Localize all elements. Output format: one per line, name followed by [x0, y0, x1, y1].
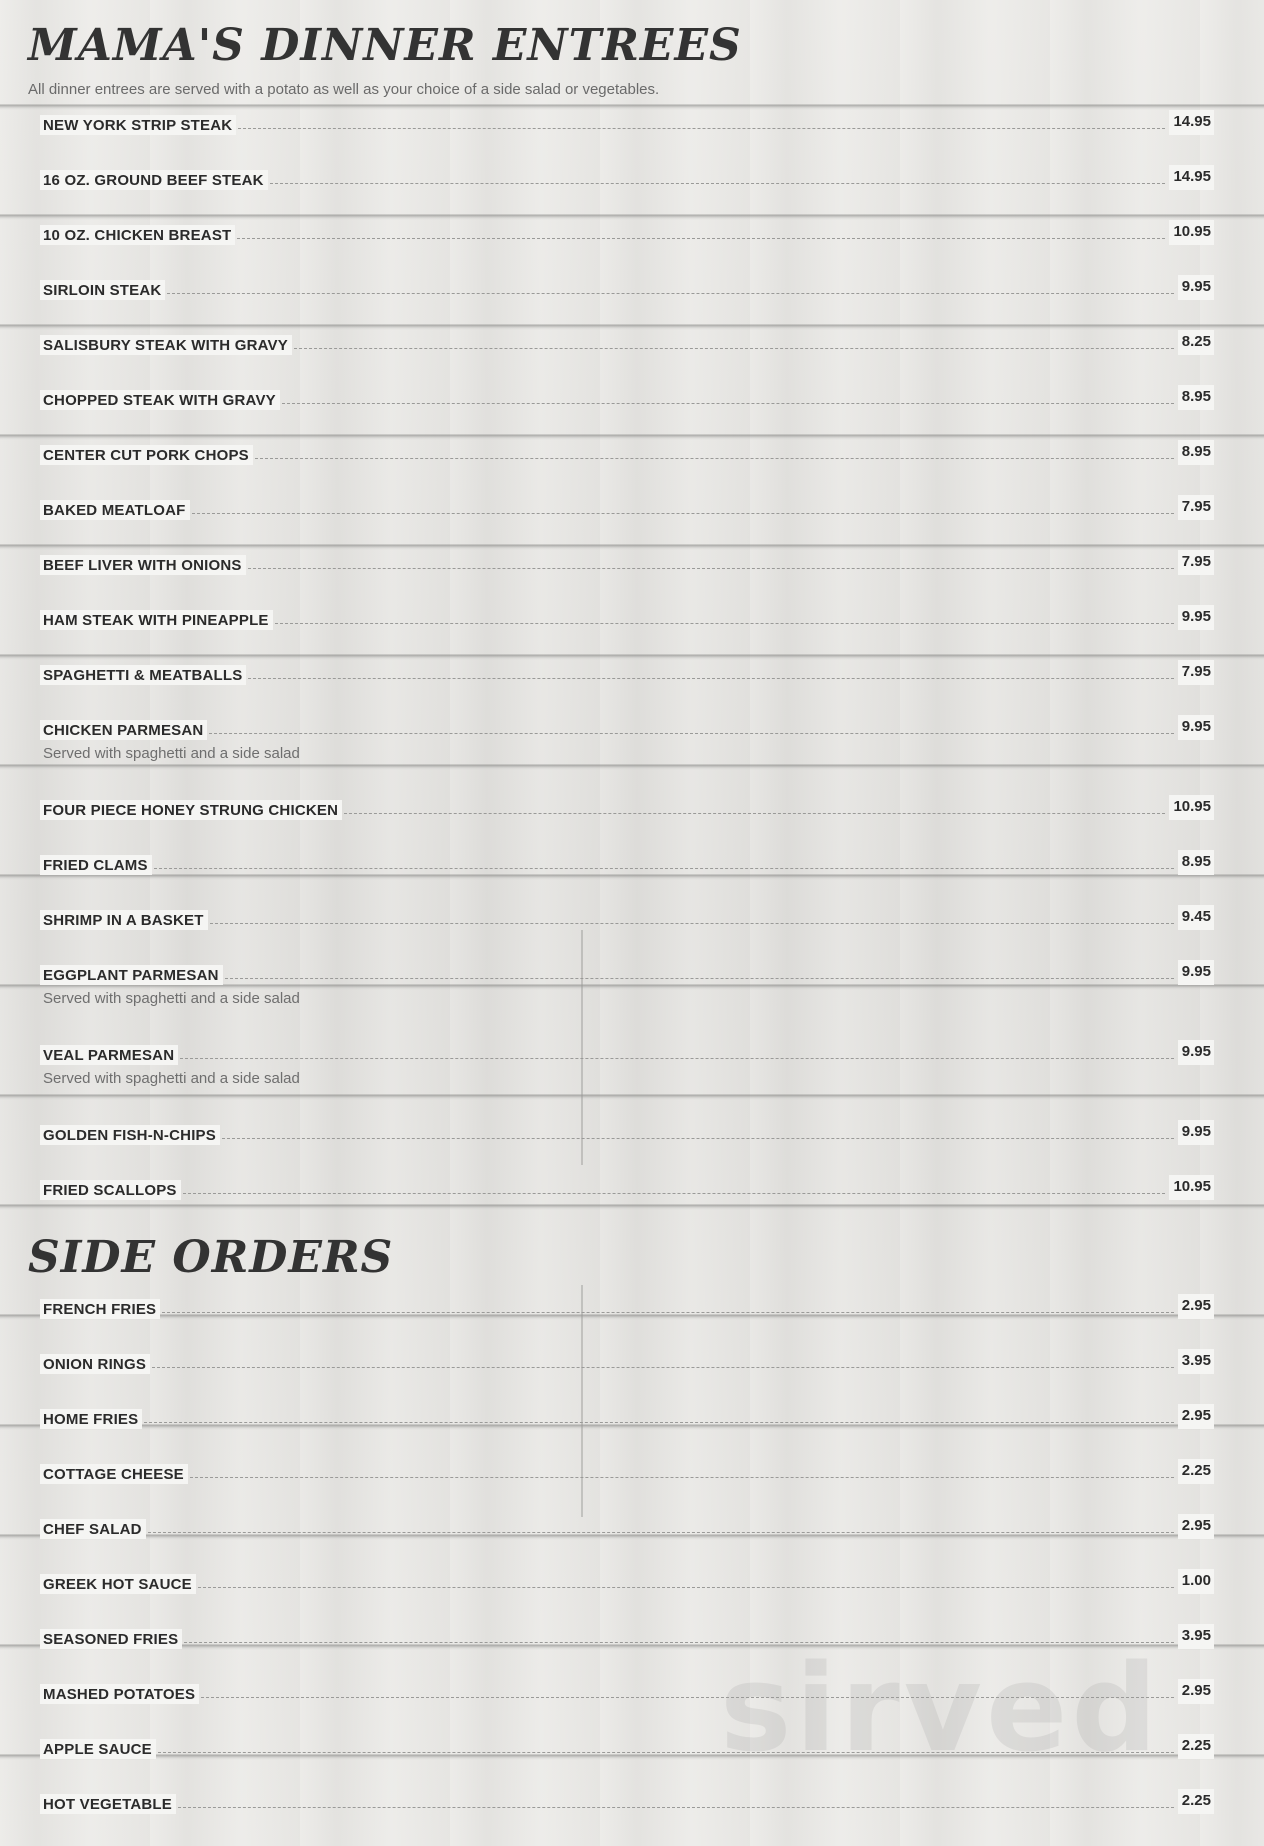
- menu-item: [40, 960, 1214, 1007]
- menu-item-row: [40, 1040, 1214, 1065]
- menu-item: [40, 495, 1214, 520]
- menu-item-row: [40, 220, 1214, 245]
- menu-item: [40, 220, 1214, 245]
- menu-item: [40, 1734, 1214, 1759]
- menu-item-row: [40, 715, 1214, 740]
- menu-item-name: APPLE SAUCE: [40, 1739, 156, 1759]
- leader-dots: [201, 1697, 1174, 1698]
- menu-item: [40, 905, 1214, 930]
- menu-item-name: BEEF LIVER WITH ONIONS: [40, 555, 246, 575]
- menu-item-row: [40, 960, 1214, 985]
- menu-item-row: [40, 1624, 1214, 1649]
- menu-item-name: HOME FRIES: [40, 1409, 142, 1429]
- leader-dots: [275, 623, 1174, 624]
- menu-item-row: [40, 1294, 1214, 1319]
- menu-item-price: 14.95: [1169, 165, 1214, 190]
- leader-dots: [190, 1477, 1174, 1478]
- menu-item-price: 1.00: [1178, 1569, 1214, 1594]
- menu-item: [40, 550, 1214, 575]
- menu-item-price: 9.45: [1178, 905, 1214, 930]
- menu-item: [40, 1679, 1214, 1704]
- menu-item-name: FRIED CLAMS: [40, 855, 152, 875]
- menu-item-price: 7.95: [1178, 550, 1214, 575]
- menu-item: [40, 275, 1214, 300]
- watermark: sirved: [720, 1640, 1162, 1779]
- menu-item-price: 9.95: [1178, 1040, 1214, 1065]
- menu-item-price: 3.95: [1178, 1624, 1214, 1649]
- menu-item-row: [40, 440, 1214, 465]
- leader-dots: [238, 128, 1165, 129]
- menu-item-price: 9.95: [1178, 275, 1214, 300]
- menu-item-description: Served with spaghetti and a side salad: [43, 745, 300, 762]
- menu-item-name: NEW YORK STRIP STEAK: [40, 115, 236, 135]
- menu-item-name: SEASONED FRIES: [40, 1629, 182, 1649]
- leader-dots: [248, 678, 1173, 679]
- menu-item-description: Served with spaghetti and a side salad: [43, 1070, 300, 1087]
- menu-item: [40, 660, 1214, 685]
- menu-item-row: [40, 1120, 1214, 1145]
- menu-item-name: SIRLOIN STEAK: [40, 280, 165, 300]
- leader-dots: [225, 978, 1174, 979]
- menu-item-row: [40, 110, 1214, 135]
- menu-item-name: BAKED MEATLOAF: [40, 500, 190, 520]
- menu-item-row: [40, 165, 1214, 190]
- menu-item-price: 8.95: [1178, 385, 1214, 410]
- menu-item-name: GREEK HOT SAUCE: [40, 1574, 196, 1594]
- menu-item-price: 2.95: [1178, 1679, 1214, 1704]
- menu-item: [40, 1349, 1214, 1374]
- menu-item: [40, 1175, 1214, 1200]
- menu-item-row: [40, 1175, 1214, 1200]
- menu-item-row: [40, 1459, 1214, 1484]
- leader-dots: [270, 183, 1166, 184]
- menu-item-row: [40, 495, 1214, 520]
- menu-item-name: 16 OZ. GROUND BEEF STEAK: [40, 170, 268, 190]
- menu-item-row: [40, 1734, 1214, 1759]
- menu-item: [40, 1459, 1214, 1484]
- menu-item-row: [40, 905, 1214, 930]
- menu-item: [40, 385, 1214, 410]
- menu-item: [40, 715, 1214, 762]
- menu-item-name: CHOPPED STEAK WITH GRAVY: [40, 390, 280, 410]
- menu-item-name: SHRIMP IN A BASKET: [40, 910, 208, 930]
- menu-item: [40, 1514, 1214, 1539]
- leader-dots: [180, 1058, 1174, 1059]
- menu-item: [40, 605, 1214, 630]
- sides-title: SIDE ORDERS: [28, 1232, 394, 1283]
- menu-item-name: CHICKEN PARMESAN: [40, 720, 207, 740]
- menu-item: [40, 110, 1214, 135]
- menu-item-name: FRIED SCALLOPS: [40, 1180, 181, 1200]
- menu-item-row: [40, 330, 1214, 355]
- menu-item: [40, 1040, 1214, 1087]
- menu-item: [40, 440, 1214, 465]
- menu-item-price: 10.95: [1169, 1175, 1214, 1200]
- leader-dots: [210, 923, 1174, 924]
- leader-dots: [162, 1312, 1174, 1313]
- menu-item: [40, 1569, 1214, 1594]
- menu-item-price: 10.95: [1169, 220, 1214, 245]
- leader-dots: [294, 348, 1174, 349]
- leader-dots: [167, 293, 1173, 294]
- entrees-subtitle: All dinner entrees are served with a potato as well as your choice of a side salad or vegetables.: [28, 81, 660, 98]
- menu-item: [40, 165, 1214, 190]
- menu-item-price: 9.95: [1178, 1120, 1214, 1145]
- menu-item-name: SPAGHETTI & MEATBALLS: [40, 665, 246, 685]
- menu-item-price: 2.95: [1178, 1514, 1214, 1539]
- menu-item-price: 2.95: [1178, 1404, 1214, 1429]
- menu-item-row: [40, 1679, 1214, 1704]
- menu-item-price: 3.95: [1178, 1349, 1214, 1374]
- leader-dots: [154, 868, 1174, 869]
- menu-item-row: [40, 850, 1214, 875]
- menu-item-price: 8.95: [1178, 440, 1214, 465]
- menu-item: [40, 1624, 1214, 1649]
- menu-item-row: [40, 605, 1214, 630]
- menu-item-name: CENTER CUT PORK CHOPS: [40, 445, 253, 465]
- menu-item-name: SALISBURY STEAK WITH GRAVY: [40, 335, 292, 355]
- menu-item-price: 2.25: [1178, 1789, 1214, 1814]
- menu-item-row: [40, 660, 1214, 685]
- menu-item: [40, 1120, 1214, 1145]
- menu-item-name: VEAL PARMESAN: [40, 1045, 178, 1065]
- menu-item-name: 10 OZ. CHICKEN BREAST: [40, 225, 235, 245]
- menu-item-name: GOLDEN FISH-N-CHIPS: [40, 1125, 220, 1145]
- leader-dots: [222, 1138, 1174, 1139]
- leader-dots: [158, 1752, 1174, 1753]
- menu-item: [40, 1294, 1214, 1319]
- menu-item-price: 8.95: [1178, 850, 1214, 875]
- menu-item-price: 10.95: [1169, 795, 1214, 820]
- menu-item: [40, 850, 1214, 875]
- menu-item: [40, 795, 1214, 820]
- menu-item: [40, 1789, 1214, 1814]
- menu-item-name: CHEF SALAD: [40, 1519, 146, 1539]
- menu-item: [40, 330, 1214, 355]
- menu-item-price: 7.95: [1178, 495, 1214, 520]
- menu-item-name: HAM STEAK WITH PINEAPPLE: [40, 610, 273, 630]
- entrees-title: MAMA'S DINNER ENTREES: [28, 20, 742, 71]
- menu-item-row: [40, 1349, 1214, 1374]
- menu-item: [40, 1404, 1214, 1429]
- menu-item-description: Served with spaghetti and a side salad: [43, 990, 300, 1007]
- menu-item-price: 2.95: [1178, 1294, 1214, 1319]
- menu-item-name: FOUR PIECE HONEY STRUNG CHICKEN: [40, 800, 342, 820]
- leader-dots: [178, 1807, 1174, 1808]
- leader-dots: [237, 238, 1165, 239]
- menu-item-name: FRENCH FRIES: [40, 1299, 160, 1319]
- menu-item-name: ONION RINGS: [40, 1354, 150, 1374]
- menu-item-name: EGGPLANT PARMESAN: [40, 965, 223, 985]
- leader-dots: [148, 1532, 1174, 1533]
- menu-item-name: MASHED POTATOES: [40, 1684, 199, 1704]
- menu-item-row: [40, 275, 1214, 300]
- leader-dots: [144, 1422, 1173, 1423]
- leader-dots: [198, 1587, 1174, 1588]
- menu-item-row: [40, 1404, 1214, 1429]
- menu-item-price: 2.25: [1178, 1459, 1214, 1484]
- menu-item-row: [40, 1514, 1214, 1539]
- menu-item-row: [40, 385, 1214, 410]
- menu-item-price: 7.95: [1178, 660, 1214, 685]
- leader-dots: [183, 1193, 1166, 1194]
- menu-item-price: 14.95: [1169, 110, 1214, 135]
- menu-item-row: [40, 1569, 1214, 1594]
- leader-dots: [255, 458, 1174, 459]
- leader-dots: [184, 1642, 1173, 1643]
- menu-item-name: COTTAGE CHEESE: [40, 1464, 188, 1484]
- leader-dots: [209, 733, 1173, 734]
- menu-item-name: HOT VEGETABLE: [40, 1794, 176, 1814]
- menu-item-row: [40, 795, 1214, 820]
- leader-dots: [344, 813, 1165, 814]
- leader-dots: [192, 513, 1174, 514]
- menu-item-price: 9.95: [1178, 960, 1214, 985]
- leader-dots: [282, 403, 1174, 404]
- menu-item-row: [40, 1789, 1214, 1814]
- leader-dots: [152, 1367, 1174, 1368]
- menu-item-price: 9.95: [1178, 715, 1214, 740]
- menu-item-price: 9.95: [1178, 605, 1214, 630]
- leader-dots: [248, 568, 1174, 569]
- menu-item-price: 8.25: [1178, 330, 1214, 355]
- menu-item-price: 2.25: [1178, 1734, 1214, 1759]
- menu-item-row: [40, 550, 1214, 575]
